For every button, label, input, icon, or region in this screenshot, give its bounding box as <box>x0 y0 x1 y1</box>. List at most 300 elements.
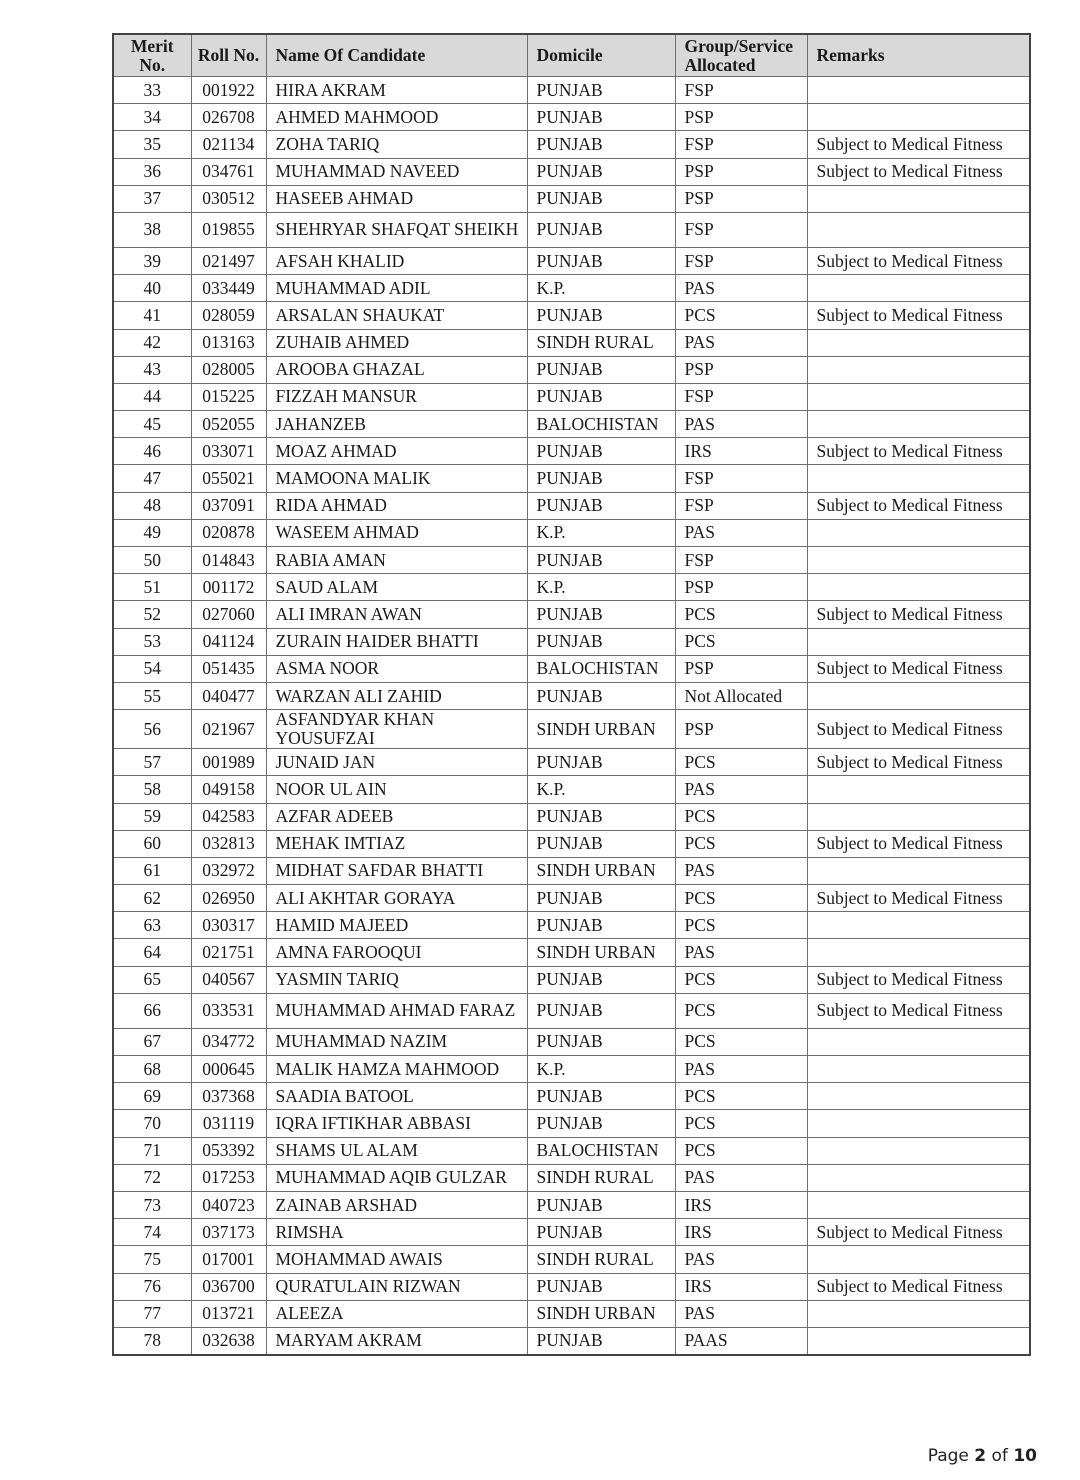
remarks-cell <box>807 1164 1030 1191</box>
remarks-cell: Subject to Medical Fitness <box>807 131 1030 158</box>
roll-no-cell: 020878 <box>191 519 266 546</box>
candidate-name-cell: QURATULAIN RIZWAN <box>266 1273 527 1300</box>
merit-no-cell: 71 <box>113 1137 191 1164</box>
merit-no-cell: 42 <box>113 329 191 356</box>
table-row <box>113 803 1030 830</box>
group-service-cell: PSP <box>675 710 807 749</box>
roll-no-cell: 028005 <box>191 356 266 383</box>
domicile-cell: PUNJAB <box>527 1028 675 1055</box>
merit-no-cell: 44 <box>113 383 191 410</box>
roll-no-cell: 033449 <box>191 275 266 302</box>
merit-no-cell: 58 <box>113 776 191 803</box>
remarks-cell <box>807 1110 1030 1137</box>
group-service-cell: PCS <box>675 1028 807 1055</box>
candidate-name-cell: WASEEM AHMAD <box>266 519 527 546</box>
candidate-name-cell: WARZAN ALI ZAHID <box>266 682 527 709</box>
header-name: Name Of Candidate <box>266 34 527 77</box>
table-row <box>113 1164 1030 1191</box>
remarks-cell <box>807 519 1030 546</box>
remarks-cell: Subject to Medical Fitness <box>807 1219 1030 1246</box>
domicile-cell: PUNJAB <box>527 1083 675 1110</box>
remarks-cell <box>807 1327 1030 1355</box>
group-service-cell: PAS <box>675 1246 807 1273</box>
group-service-cell: PSP <box>675 356 807 383</box>
group-service-cell: IRS <box>675 1219 807 1246</box>
roll-no-cell: 040477 <box>191 682 266 709</box>
remarks-cell <box>807 356 1030 383</box>
domicile-cell: K.P. <box>527 1056 675 1083</box>
remarks-cell: Subject to Medical Fitness <box>807 749 1030 776</box>
table-row <box>113 912 1030 939</box>
table-row <box>113 185 1030 212</box>
remarks-cell <box>807 547 1030 574</box>
group-service-cell: PCS <box>675 993 807 1028</box>
current-page: 2 <box>974 1446 987 1466</box>
group-service-cell: PCS <box>675 601 807 628</box>
table-row <box>113 710 1030 749</box>
domicile-cell: PUNJAB <box>527 993 675 1028</box>
merit-no-cell: 67 <box>113 1028 191 1055</box>
table-row <box>113 411 1030 438</box>
remarks-cell: Subject to Medical Fitness <box>807 966 1030 993</box>
remarks-cell <box>807 803 1030 830</box>
candidate-name-cell: ARSALAN SHAUKAT <box>266 302 527 329</box>
remarks-cell <box>807 682 1030 709</box>
domicile-cell: PUNJAB <box>527 492 675 519</box>
candidate-name-cell: MUHAMMAD NAVEED <box>266 158 527 185</box>
candidate-name-cell: MALIK HAMZA MAHMOOD <box>266 1056 527 1083</box>
roll-no-cell: 017001 <box>191 1246 266 1273</box>
table-row <box>113 776 1030 803</box>
roll-no-cell: 001989 <box>191 749 266 776</box>
domicile-cell: PUNJAB <box>527 302 675 329</box>
domicile-cell: PUNJAB <box>527 682 675 709</box>
remarks-cell: Subject to Medical Fitness <box>807 158 1030 185</box>
group-service-cell: PCS <box>675 830 807 857</box>
domicile-cell: SINDH RURAL <box>527 1164 675 1191</box>
roll-no-cell: 032972 <box>191 857 266 884</box>
header-domicile: Domicile <box>527 34 675 77</box>
merit-no-cell: 69 <box>113 1083 191 1110</box>
domicile-cell: PUNJAB <box>527 1110 675 1137</box>
table-row <box>113 1191 1030 1218</box>
remarks-cell <box>807 1137 1030 1164</box>
merit-no-cell: 56 <box>113 710 191 749</box>
group-service-cell: FSP <box>675 131 807 158</box>
table-row <box>113 465 1030 492</box>
table-row <box>113 302 1030 329</box>
remarks-cell <box>807 104 1030 131</box>
table-row <box>113 857 1030 884</box>
remarks-cell <box>807 857 1030 884</box>
remarks-cell <box>807 411 1030 438</box>
remarks-cell <box>807 185 1030 212</box>
roll-no-cell: 052055 <box>191 411 266 438</box>
roll-no-cell: 000645 <box>191 1056 266 1083</box>
table-row <box>113 1300 1030 1327</box>
roll-no-cell: 027060 <box>191 601 266 628</box>
remarks-cell: Subject to Medical Fitness <box>807 710 1030 749</box>
remarks-cell <box>807 1300 1030 1327</box>
group-service-cell: PCS <box>675 803 807 830</box>
roll-no-cell: 026708 <box>191 104 266 131</box>
roll-no-cell: 041124 <box>191 628 266 655</box>
group-service-cell: FSP <box>675 465 807 492</box>
roll-no-cell: 037368 <box>191 1083 266 1110</box>
candidate-name-cell: AMNA FAROOQUI <box>266 939 527 966</box>
roll-no-cell: 034772 <box>191 1028 266 1055</box>
roll-no-cell: 030512 <box>191 185 266 212</box>
header-remarks: Remarks <box>807 34 1030 77</box>
remarks-cell <box>807 383 1030 410</box>
group-service-cell: PCS <box>675 1110 807 1137</box>
candidate-name-cell: SHAMS UL ALAM <box>266 1137 527 1164</box>
merit-no-cell: 54 <box>113 655 191 682</box>
table-row <box>113 1246 1030 1273</box>
table-row <box>113 993 1030 1028</box>
roll-no-cell: 017253 <box>191 1164 266 1191</box>
table-row <box>113 1219 1030 1246</box>
domicile-cell: PUNJAB <box>527 628 675 655</box>
table-row <box>113 519 1030 546</box>
merit-no-cell: 52 <box>113 601 191 628</box>
domicile-cell: PUNJAB <box>527 356 675 383</box>
table-row <box>113 492 1030 519</box>
merit-no-cell: 53 <box>113 628 191 655</box>
merit-no-cell: 43 <box>113 356 191 383</box>
candidate-name-cell: JUNAID JAN <box>266 749 527 776</box>
domicile-cell: PUNJAB <box>527 1273 675 1300</box>
domicile-cell: SINDH URBAN <box>527 1300 675 1327</box>
remarks-cell <box>807 912 1030 939</box>
group-service-cell: FSP <box>675 383 807 410</box>
merit-no-cell: 36 <box>113 158 191 185</box>
table-row <box>113 1327 1030 1355</box>
merit-no-cell: 73 <box>113 1191 191 1218</box>
merit-no-cell: 66 <box>113 993 191 1028</box>
domicile-cell: BALOCHISTAN <box>527 1137 675 1164</box>
candidate-name-cell: SAUD ALAM <box>266 574 527 601</box>
domicile-cell: PUNJAB <box>527 1219 675 1246</box>
candidate-name-cell: ZURAIN HAIDER BHATTI <box>266 628 527 655</box>
remarks-cell: Subject to Medical Fitness <box>807 247 1030 274</box>
group-service-cell: PSP <box>675 185 807 212</box>
candidate-name-cell: AZFAR ADEEB <box>266 803 527 830</box>
group-service-cell: PSP <box>675 158 807 185</box>
domicile-cell: PUNJAB <box>527 438 675 465</box>
merit-no-cell: 60 <box>113 830 191 857</box>
group-service-cell: PAS <box>675 857 807 884</box>
roll-no-cell: 032813 <box>191 830 266 857</box>
candidate-name-cell: ASMA NOOR <box>266 655 527 682</box>
merit-no-cell: 38 <box>113 212 191 247</box>
domicile-cell: PUNJAB <box>527 185 675 212</box>
group-service-cell: PCS <box>675 966 807 993</box>
remarks-cell <box>807 212 1030 247</box>
group-service-cell: PAS <box>675 411 807 438</box>
candidate-name-cell: MUHAMMAD ADIL <box>266 275 527 302</box>
merit-no-cell: 74 <box>113 1219 191 1246</box>
domicile-cell: PUNJAB <box>527 131 675 158</box>
domicile-cell: SINDH URBAN <box>527 857 675 884</box>
header-merit-no: Merit No. <box>113 34 191 77</box>
candidate-name-cell: ALI IMRAN AWAN <box>266 601 527 628</box>
domicile-cell: PUNJAB <box>527 885 675 912</box>
candidate-name-cell: ZOHA TARIQ <box>266 131 527 158</box>
domicile-cell: K.P. <box>527 776 675 803</box>
group-service-cell: PAS <box>675 939 807 966</box>
table-row <box>113 1110 1030 1137</box>
domicile-cell: PUNJAB <box>527 601 675 628</box>
results-table-container <box>112 33 1031 1356</box>
roll-no-cell: 037091 <box>191 492 266 519</box>
candidate-name-cell: SAADIA BATOOL <box>266 1083 527 1110</box>
remarks-cell: Subject to Medical Fitness <box>807 655 1030 682</box>
candidate-name-cell: AFSAH KHALID <box>266 247 527 274</box>
candidate-name-cell: MEHAK IMTIAZ <box>266 830 527 857</box>
merit-no-cell: 63 <box>113 912 191 939</box>
domicile-cell: PUNJAB <box>527 212 675 247</box>
merit-no-cell: 61 <box>113 857 191 884</box>
candidate-name-cell: RABIA AMAN <box>266 547 527 574</box>
group-service-cell: FSP <box>675 547 807 574</box>
group-service-cell: PAS <box>675 776 807 803</box>
merit-no-cell: 68 <box>113 1056 191 1083</box>
table-row <box>113 939 1030 966</box>
domicile-cell: SINDH URBAN <box>527 710 675 749</box>
table-row <box>113 356 1030 383</box>
remarks-cell: Subject to Medical Fitness <box>807 1273 1030 1300</box>
merit-no-cell: 35 <box>113 131 191 158</box>
roll-no-cell: 021497 <box>191 247 266 274</box>
table-row <box>113 77 1030 104</box>
candidate-name-cell: ZUHAIB AHMED <box>266 329 527 356</box>
remarks-cell <box>807 1083 1030 1110</box>
group-service-cell: PCS <box>675 912 807 939</box>
table-row <box>113 1056 1030 1083</box>
table-row <box>113 438 1030 465</box>
roll-no-cell: 042583 <box>191 803 266 830</box>
merit-no-cell: 55 <box>113 682 191 709</box>
merit-no-cell: 41 <box>113 302 191 329</box>
group-service-cell: PSP <box>675 655 807 682</box>
remarks-cell <box>807 77 1030 104</box>
roll-no-cell: 049158 <box>191 776 266 803</box>
group-service-cell: PAS <box>675 275 807 302</box>
table-row <box>113 655 1030 682</box>
roll-no-cell: 021967 <box>191 710 266 749</box>
table-row <box>113 1028 1030 1055</box>
domicile-cell: K.P. <box>527 574 675 601</box>
remarks-cell <box>807 275 1030 302</box>
remarks-cell <box>807 1028 1030 1055</box>
group-service-cell: Not Allocated <box>675 682 807 709</box>
remarks-cell <box>807 1246 1030 1273</box>
domicile-cell: PUNJAB <box>527 77 675 104</box>
roll-no-cell: 015225 <box>191 383 266 410</box>
merit-no-cell: 70 <box>113 1110 191 1137</box>
roll-no-cell: 021751 <box>191 939 266 966</box>
domicile-cell: PUNJAB <box>527 465 675 492</box>
remarks-cell: Subject to Medical Fitness <box>807 830 1030 857</box>
candidate-name-cell: ALI AKHTAR GORAYA <box>266 885 527 912</box>
merit-no-cell: 39 <box>113 247 191 274</box>
group-service-cell: PSP <box>675 104 807 131</box>
table-body <box>113 77 1030 1356</box>
domicile-cell: SINDH URBAN <box>527 939 675 966</box>
merit-no-cell: 57 <box>113 749 191 776</box>
merit-no-cell: 51 <box>113 574 191 601</box>
domicile-cell: K.P. <box>527 275 675 302</box>
group-service-cell: PAS <box>675 1056 807 1083</box>
group-service-cell: PCS <box>675 1083 807 1110</box>
group-service-cell: PAS <box>675 1300 807 1327</box>
remarks-cell: Subject to Medical Fitness <box>807 492 1030 519</box>
total-pages: 10 <box>1013 1446 1037 1466</box>
merit-no-cell: 76 <box>113 1273 191 1300</box>
roll-no-cell: 001172 <box>191 574 266 601</box>
remarks-cell: Subject to Medical Fitness <box>807 993 1030 1028</box>
merit-no-cell: 59 <box>113 803 191 830</box>
merit-no-cell: 46 <box>113 438 191 465</box>
group-service-cell: FSP <box>675 247 807 274</box>
roll-no-cell: 034761 <box>191 158 266 185</box>
candidate-name-cell: HIRA AKRAM <box>266 77 527 104</box>
roll-no-cell: 037173 <box>191 1219 266 1246</box>
candidate-name-cell: JAHANZEB <box>266 411 527 438</box>
merit-no-cell: 37 <box>113 185 191 212</box>
table-row <box>113 212 1030 247</box>
candidate-name-cell: RIDA AHMAD <box>266 492 527 519</box>
table-row <box>113 830 1030 857</box>
candidate-name-cell: RIMSHA <box>266 1219 527 1246</box>
merit-no-cell: 33 <box>113 77 191 104</box>
roll-no-cell: 031119 <box>191 1110 266 1137</box>
domicile-cell: BALOCHISTAN <box>527 411 675 438</box>
roll-no-cell: 026950 <box>191 885 266 912</box>
merit-no-cell: 47 <box>113 465 191 492</box>
merit-no-cell: 40 <box>113 275 191 302</box>
remarks-cell <box>807 628 1030 655</box>
candidate-name-cell: ZAINAB ARSHAD <box>266 1191 527 1218</box>
candidate-name-cell: MAMOONA MALIK <box>266 465 527 492</box>
merit-no-cell: 48 <box>113 492 191 519</box>
of-label: of <box>991 1446 1008 1466</box>
merit-no-cell: 50 <box>113 547 191 574</box>
group-service-cell: IRS <box>675 1191 807 1218</box>
domicile-cell: PUNJAB <box>527 830 675 857</box>
remarks-cell <box>807 574 1030 601</box>
remarks-cell: Subject to Medical Fitness <box>807 885 1030 912</box>
domicile-cell: PUNJAB <box>527 547 675 574</box>
roll-no-cell: 053392 <box>191 1137 266 1164</box>
merit-no-cell: 45 <box>113 411 191 438</box>
table-row <box>113 104 1030 131</box>
remarks-cell: Subject to Medical Fitness <box>807 601 1030 628</box>
merit-no-cell: 65 <box>113 966 191 993</box>
domicile-cell: PUNJAB <box>527 1191 675 1218</box>
header-roll-no: Roll No. <box>191 34 266 77</box>
domicile-cell: PUNJAB <box>527 158 675 185</box>
table-row <box>113 1137 1030 1164</box>
candidate-name-cell: AHMED MAHMOOD <box>266 104 527 131</box>
remarks-cell: Subject to Medical Fitness <box>807 438 1030 465</box>
group-service-cell: FSP <box>675 212 807 247</box>
domicile-cell: BALOCHISTAN <box>527 655 675 682</box>
table-row <box>113 966 1030 993</box>
candidate-name-cell: AROOBA GHAZAL <box>266 356 527 383</box>
candidate-name-cell: MOAZ AHMAD <box>266 438 527 465</box>
candidate-name-cell: MARYAM AKRAM <box>266 1327 527 1355</box>
table-row <box>113 247 1030 274</box>
table-row <box>113 383 1030 410</box>
roll-no-cell: 001922 <box>191 77 266 104</box>
roll-no-cell: 051435 <box>191 655 266 682</box>
candidate-name-cell: ASFANDYAR KHAN YOUSUFZAI <box>266 710 527 749</box>
remarks-cell <box>807 329 1030 356</box>
roll-no-cell: 028059 <box>191 302 266 329</box>
roll-no-cell: 040567 <box>191 966 266 993</box>
domicile-cell: K.P. <box>527 519 675 546</box>
candidate-name-cell: MOHAMMAD AWAIS <box>266 1246 527 1273</box>
group-service-cell: PAS <box>675 519 807 546</box>
candidate-name-cell: ALEEZA <box>266 1300 527 1327</box>
page-label: Page <box>927 1446 969 1466</box>
group-service-cell: PAAS <box>675 1327 807 1355</box>
roll-no-cell: 032638 <box>191 1327 266 1355</box>
page-number <box>928 1446 1037 1466</box>
domicile-cell: SINDH RURAL <box>527 1246 675 1273</box>
domicile-cell: PUNJAB <box>527 383 675 410</box>
remarks-cell <box>807 1191 1030 1218</box>
domicile-cell: SINDH RURAL <box>527 329 675 356</box>
candidate-name-cell: IQRA IFTIKHAR ABBASI <box>266 1110 527 1137</box>
group-service-cell: PAS <box>675 329 807 356</box>
table-row <box>113 601 1030 628</box>
table-row <box>113 275 1030 302</box>
domicile-cell: PUNJAB <box>527 749 675 776</box>
group-service-cell: PAS <box>675 1164 807 1191</box>
table-row <box>113 574 1030 601</box>
roll-no-cell: 013163 <box>191 329 266 356</box>
table-header-row <box>113 34 1030 77</box>
roll-no-cell: 055021 <box>191 465 266 492</box>
table-row <box>113 749 1030 776</box>
merit-no-cell: 62 <box>113 885 191 912</box>
table-row <box>113 1273 1030 1300</box>
group-service-cell: PSP <box>675 574 807 601</box>
roll-no-cell: 040723 <box>191 1191 266 1218</box>
group-service-cell: FSP <box>675 77 807 104</box>
table-row <box>113 329 1030 356</box>
merit-no-cell: 78 <box>113 1327 191 1355</box>
roll-no-cell: 030317 <box>191 912 266 939</box>
remarks-cell <box>807 939 1030 966</box>
candidate-name-cell: YASMIN TARIQ <box>266 966 527 993</box>
roll-no-cell: 013721 <box>191 1300 266 1327</box>
group-service-cell: PCS <box>675 628 807 655</box>
group-service-cell: IRS <box>675 1273 807 1300</box>
table-row <box>113 682 1030 709</box>
domicile-cell: PUNJAB <box>527 912 675 939</box>
merit-list-table <box>112 33 1031 1356</box>
candidate-name-cell: MUHAMMAD AQIB GULZAR <box>266 1164 527 1191</box>
roll-no-cell: 019855 <box>191 212 266 247</box>
domicile-cell: PUNJAB <box>527 966 675 993</box>
group-service-cell: FSP <box>675 492 807 519</box>
domicile-cell: PUNJAB <box>527 803 675 830</box>
group-service-cell: PCS <box>675 885 807 912</box>
